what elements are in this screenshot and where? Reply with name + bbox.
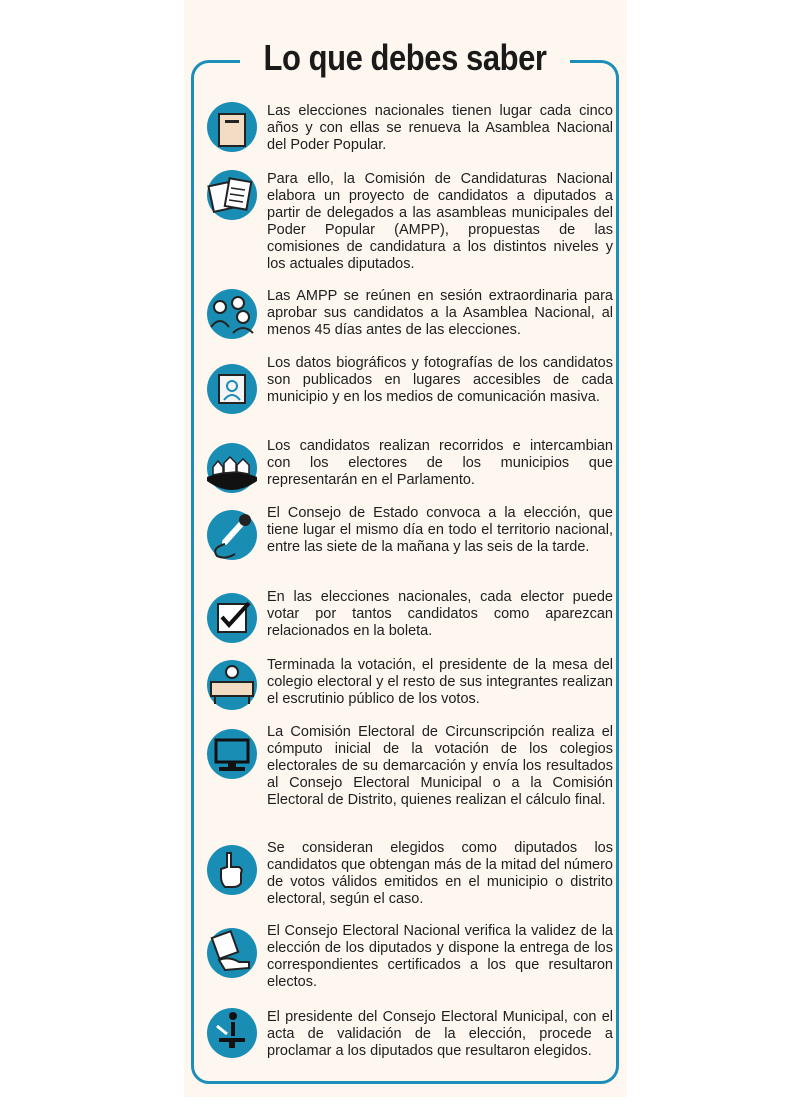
podium-speaker-icon bbox=[205, 1006, 259, 1060]
people-group-icon bbox=[205, 287, 259, 341]
checkbox-icon bbox=[205, 591, 259, 645]
raised-hand-icon bbox=[205, 843, 259, 897]
item-text: Las AMPP se reúnen en sesión extraordinaria para aprobar sus candidatos a la Asamblea Nacional, al menos 45 días antes de las elecciones. bbox=[267, 288, 613, 338]
houses-icon bbox=[205, 441, 259, 495]
item-text: Se consideran elegidos como diputados los candidatos que obtengan más de la mitad del número de votos válidos emitidos en el municipio o distrito electoral, según el caso. bbox=[267, 840, 613, 907]
computer-monitor-icon bbox=[205, 727, 259, 781]
item-text: El Consejo de Estado convoca a la elección, que tiene lugar el mismo día en todo el territorio nacional, entre las siete de la mañana y las seis de la tarde. bbox=[267, 505, 613, 555]
item-text: La Comisión Electoral de Circunscripción realiza el cómputo inicial de la votación de los colegios electorales de su demarcación y envía los resultados al Consejo Electoral Municipal o a la Comisión Electoral de Distrito, quienes realizan el cálculo final. bbox=[267, 724, 613, 808]
item-text: Los datos biográficos y fotografías de los candidatos son publicados en lugares accesibles de cada municipio y en los medios de comunicación masiva. bbox=[267, 355, 613, 405]
portrait-icon bbox=[205, 362, 259, 416]
microphone-icon bbox=[205, 508, 259, 562]
ballot-box-icon bbox=[205, 100, 259, 154]
certificate-handover-icon bbox=[205, 926, 259, 980]
item-text: Las elecciones nacionales tienen lugar cada cinco años y con ellas se renueva la Asamblea Nacional del Poder Popular. bbox=[267, 103, 613, 153]
item-text: El Consejo Electoral Nacional verifica la validez de la elección de los diputados y dispone la entrega de los correspondientes certificados a los que resultaron electos. bbox=[267, 923, 613, 990]
desk-person-icon bbox=[205, 658, 259, 712]
item-text: El presidente del Consejo Electoral Municipal, con el acta de validación de la elección, procede a proclamar a los diputados que resultaron elegidos. bbox=[267, 1009, 613, 1059]
item-text: Terminada la votación, el presidente de la mesa del colegio electoral y el resto de sus integrantes realizan el escrutinio público de los votos. bbox=[267, 657, 613, 707]
item-text: Para ello, la Comisión de Candidaturas Nacional elabora un proyecto de candidatos a diputados a partir de delegados a las asambleas municipales del Poder Popular (AMPP), propuestas de las comisiones de candidatura a los distintos niveles y los actuales diputados. bbox=[267, 171, 613, 272]
item-text: Los candidatos realizan recorridos e intercambian con los electores de los municipios que representarán en el Parlamento. bbox=[267, 438, 613, 488]
page-title: Lo que debes saber bbox=[263, 37, 547, 78]
item-text: En las elecciones nacionales, cada elector puede votar por tantos candidatos como aparezcan relacionados en la boleta. bbox=[267, 589, 613, 639]
documents-icon bbox=[205, 168, 259, 222]
